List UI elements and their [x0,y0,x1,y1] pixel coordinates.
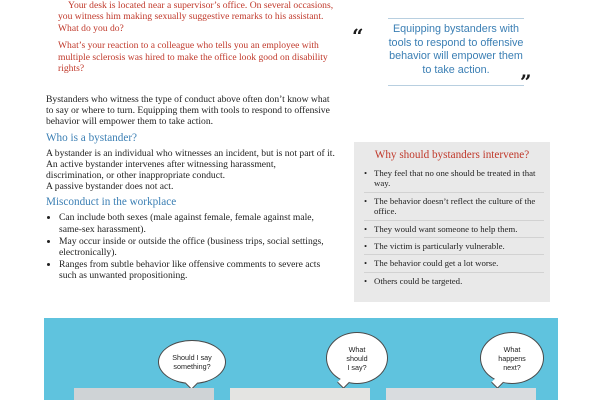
open-quote-icon: “ [352,24,364,48]
pull-quote [344,10,546,130]
list-item: • The behavior could get a lot worse. [364,258,544,272]
misconduct-heading: Misconduct in the workplace [46,196,177,209]
who-paragraph-2: A passive bystander does not act. [46,181,174,193]
bubble-tail-icon [337,376,350,389]
close-quote-icon: ” [520,70,532,94]
photo-person-3 [386,388,536,400]
illustration-banner [44,318,558,400]
speech-bubble-text: What should I say? [346,344,368,372]
bubble-tail-icon [491,376,504,389]
list-item: • Others could be targeted. [364,276,544,289]
speech-bubble-text: Should I say something? [172,353,212,371]
speech-bubble-text: What happens next? [498,344,526,372]
list-item: • The behavior doesn’t reflect the culture of the office. [364,196,544,221]
why-list [364,168,544,292]
pull-quote-text: Equipping bystanders with tools to respond to offensive behavior will empower them to take action. [388,18,524,86]
scenario-section [58,0,336,80]
misconduct-list [46,212,336,281]
list-item: • They feel that no one should be treated in that way. [364,168,544,193]
list-item: • They would want someone to help them. [364,224,544,238]
who-paragraph-1: A bystander is an individual who witnesses an incident, but is not part of it. An active bystander intervenes after witnessing harassment, discrimination, or other inappropriate conduct. [46,147,335,182]
photo-person-2 [230,388,370,400]
speech-bubble-3 [480,332,544,384]
list-item: • The victim is particularly vulnerable. [364,241,544,255]
speech-bubble-2 [326,332,388,384]
list-item: • May occur inside or outside the office (business trips, social settings, electronically). [59,236,336,258]
intro-paragraph: Bystanders who witness the type of conduct above often don’t know what to say or where to turn. Equipping them with tools to respond to offensive behavior will empower them to take action. [46,94,330,128]
list-item: • Ranges from subtle behavior like offensive comments to severe acts such as unwanted propositioning. [59,259,336,281]
scenario-1: Your desk is located near a supervisor’s office. On several occasions, you witness him making sexually suggestive remarks to his assistant. What do you do? [58,0,334,34]
speech-bubble-1 [158,340,226,384]
photo-person-1 [74,388,214,400]
why-heading: Why should bystanders intervene? [374,149,530,161]
list-item: • Can include both sexes (male against female, female against male, same-sex harassment). [59,212,336,234]
who-heading: Who is a bystander? [46,131,138,144]
scenario-2: What’s your reaction to a colleague who tells you an employee with multiple sclerosis was hired to make the office look good on disability rights? [58,40,328,75]
main-article [46,94,336,283]
why-intervene-panel [354,142,550,302]
